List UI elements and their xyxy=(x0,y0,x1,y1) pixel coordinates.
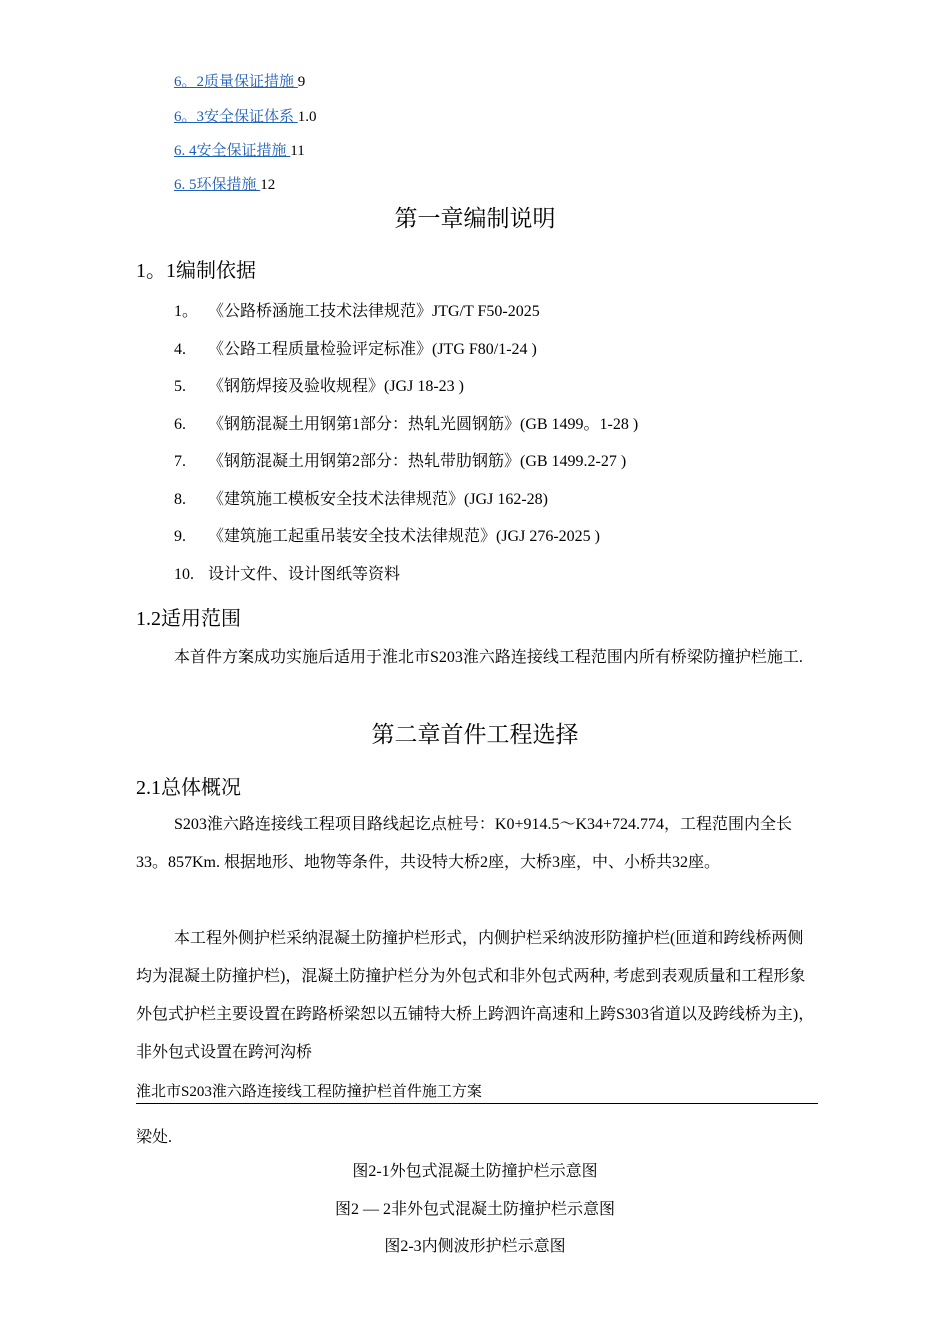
toc-page-number: 1.0 xyxy=(297,109,317,125)
toc-link[interactable]: 6。2质量保证措施 xyxy=(174,74,298,90)
toc-entry xyxy=(174,105,317,126)
section-1-1-title: 1。1编制依据 xyxy=(136,260,256,282)
toc-entry xyxy=(174,70,305,91)
reference-number: 1。 xyxy=(174,303,199,320)
toc-entry xyxy=(174,173,275,194)
reference-text: 《建筑施工起重吊装安全技术法律规范》(JGJ 276-2025 ) xyxy=(208,528,600,545)
figure-caption: 图2 — 2非外包式混凝土防撞护栏示意图 xyxy=(334,1201,615,1218)
paragraph-overview xyxy=(136,806,818,882)
toc-link[interactable]: 6. 5环保措施 xyxy=(174,177,261,193)
reference-text: 设计文件、设计图纸等资料 xyxy=(208,566,401,583)
reference-item xyxy=(174,486,548,509)
page-footer: 淮北市S203淮六路连接线工程防撞护栏首件施工方案 xyxy=(136,1080,818,1104)
figure-caption: 图2-1外包式混凝土防撞护栏示意图 xyxy=(352,1163,598,1180)
reference-number: 7. xyxy=(174,453,186,470)
reference-text: 《公路桥涵施工技术法律规范》JTG/T F50-2025 xyxy=(208,303,540,320)
paragraph-scope xyxy=(136,639,818,677)
paragraph-guardrail xyxy=(136,920,818,1072)
paragraph-text: 本首件方案成功实施后适用于淮北市S203淮六路连接线工程范围内所有桥梁防撞护栏施工. xyxy=(174,649,803,666)
reference-text: 《钢筋焊接及验收规程》(JGJ 18-23 ) xyxy=(208,378,464,395)
reference-item xyxy=(174,373,464,396)
reference-text: 《建筑施工模板安全技术法律规范》(JGJ 162-28) xyxy=(208,491,548,508)
reference-number: 5. xyxy=(174,378,186,395)
reference-text: 《钢筋混凝土用钢第1部分：热轧光圆钢筋》(GB 1499。1-28 ) xyxy=(208,416,639,433)
reference-number: 6. xyxy=(174,416,186,433)
reference-item xyxy=(174,448,626,471)
reference-number: 9. xyxy=(174,528,186,545)
paragraph-text: S203淮六路连接线工程项目路线起讫点桩号：K0+914.5〜K34+724.774，工程范围内全长33。857Km. 根据地形、地物等条件，共设特大桥2座，大桥3座，中、小桥共32座。 xyxy=(136,816,793,871)
reference-text: 《钢筋混凝土用钢第2部分：热轧带肋钢筋》(GB 1499.2-27 ) xyxy=(208,453,627,470)
toc-link[interactable]: 6. 4安全保证措施 xyxy=(174,143,291,159)
reference-number: 4. xyxy=(174,341,186,358)
toc-page-number: 12 xyxy=(260,177,276,193)
paragraph-text: 本工程外侧护栏采纳混凝土防撞护栏形式，内侧护栏采纳波形防撞护栏(匝道和跨线桥两侧均为混凝土防撞护栏)，混凝土防撞护栏分为外包式和非外包式两种, 考虑到表观质量和工程形象外包式护栏主要设置在跨路桥梁恕以五铺特大桥上跨泗许高速和上跨S303省道以及跨线桥为主)，非外包式设置在跨河沟桥 xyxy=(136,930,815,1061)
section-2-1-title: 2.1总体概况 xyxy=(136,777,241,799)
toc-entry xyxy=(174,139,305,160)
toc-link[interactable]: 6。3安全保证体系 xyxy=(174,109,298,125)
continuation-text: 梁处. xyxy=(136,1129,173,1146)
reference-item xyxy=(174,411,638,434)
chapter-2-title: 第二章首件工程选择 xyxy=(371,722,579,747)
toc-page-number: 9 xyxy=(297,74,306,90)
reference-number: 8. xyxy=(174,491,186,508)
reference-item xyxy=(174,561,400,584)
reference-number: 10. xyxy=(174,566,194,583)
reference-text: 《公路工程质量检验评定标准》(JTG F80/1-24 ) xyxy=(208,341,537,358)
toc-page-number: 11 xyxy=(290,143,305,159)
reference-item xyxy=(174,298,540,321)
figure-caption: 图2-3内侧波形护栏示意图 xyxy=(384,1238,566,1255)
section-1-2-title: 1.2适用范围 xyxy=(136,608,241,630)
reference-item xyxy=(174,523,600,546)
chapter-1-title: 第一章编制说明 xyxy=(394,206,556,231)
reference-item xyxy=(174,336,537,359)
